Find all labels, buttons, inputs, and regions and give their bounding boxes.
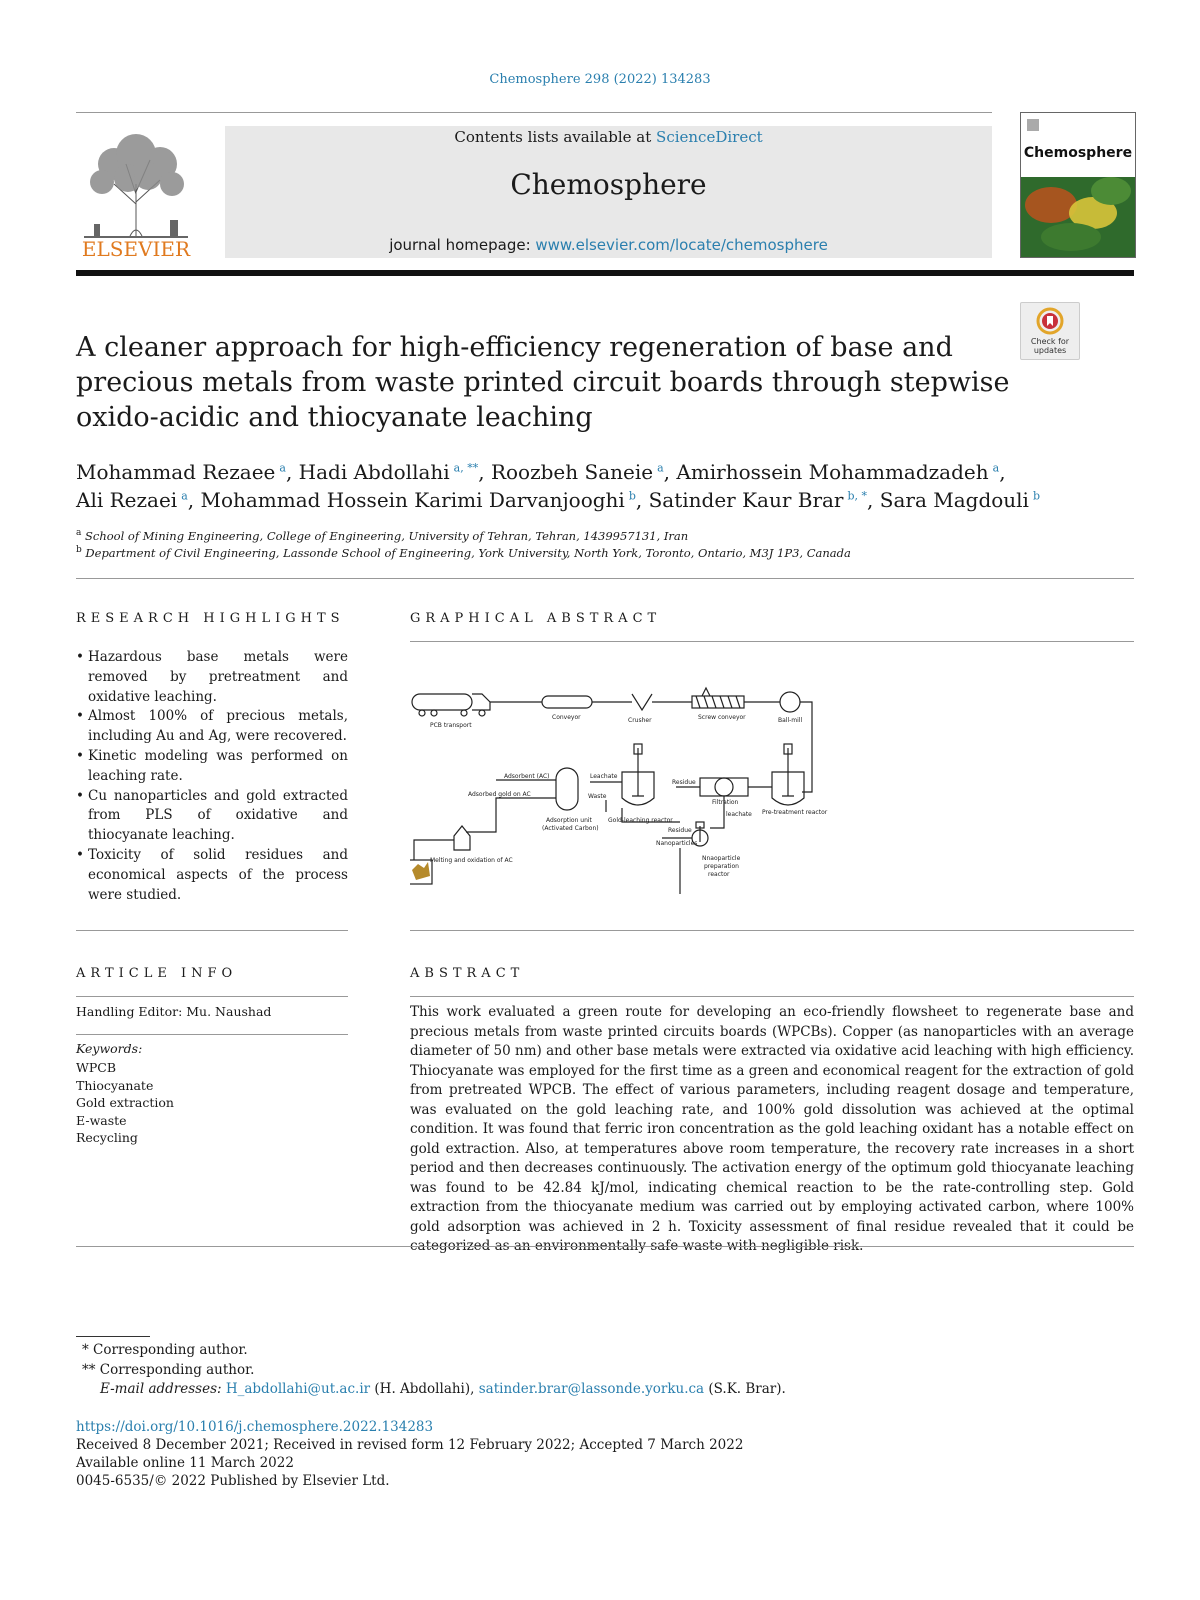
email-name-abdollahi: (H. Abdollahi), [370,1381,479,1397]
gold-nugget-icon [412,862,430,880]
author-separator: , [285,460,299,484]
journal-header-box [225,126,992,258]
affiliation-item [76,528,1076,545]
author-name: Amirhossein Mohammadzadeh [676,460,989,484]
corresponding-author-1: * Corresponding author. [82,1342,248,1358]
author-name: Satinder Kaur Brar [648,488,844,512]
label-filtration: Filtration [712,799,739,806]
graphical-abstract-heading: GRAPHICAL ABSTRACT [410,611,662,626]
author-name: Sara Magdouli [879,488,1029,512]
abstract-bottom-rule [76,1246,1134,1247]
contents-prefix: Contents lists available at [454,128,657,146]
label-crusher: Crusher [628,717,652,724]
section-divider [76,578,1134,579]
label-leachate: Leachate [590,773,618,780]
article-info-heading: ARTICLE INFO [76,966,238,981]
available-online: Available online 11 March 2022 [76,1455,294,1471]
keyword-item: WPCB [76,1060,117,1075]
label-nano-reactor-3: reactor [708,871,730,878]
pretreatment-reactor-icon [772,744,804,805]
author-name: Roozbeh Saneie [490,460,654,484]
copyright: 0045-6535/© 2022 Published by Elsevier Ltd. [76,1473,390,1489]
contents-line [225,128,992,146]
author-affiliation-sup[interactable]: b [628,489,636,503]
author-separator: , [478,460,491,484]
article-title: A cleaner approach for high-efficiency regeneration of base and precious metals from waste printed circuit boards through stepwise oxido-acidic and thiocyanate leaching [76,332,1010,433]
label-residue-2: Residue [668,827,692,834]
affiliation-sup: a [76,528,82,539]
author-affiliation-sup[interactable]: a [279,461,286,475]
label-adsorption-unit: Adsorption unit [546,817,592,824]
affiliation-sup: b [76,545,82,556]
pcb-transport-truck-icon [412,694,490,716]
abstract-rule [410,996,1134,997]
author-separator: , [867,488,880,512]
keyword-item: Thiocyanate [76,1077,154,1093]
article-info-rule-2 [76,1034,348,1035]
label-adsorbed-gold: Adsorbed gold on AC [468,791,531,798]
conveyor-icon [542,696,592,708]
ball-mill-icon [780,692,800,712]
author-name: Hadi Abdollahi [298,460,450,484]
check-updates-icon [1036,307,1064,335]
author-name: Mohammad Hossein Karimi Darvanjooghi [200,488,625,512]
journal-cover-image-icon [1021,113,1135,257]
author-name: Mohammad Rezaee [76,460,276,484]
label-activated-carbon: (Activated Carbon) [542,825,599,832]
highlight-item: • Kinetic modeling was performed on leaching rate. [76,747,348,787]
author-affiliation-sup[interactable]: a [181,489,188,503]
gold-leaching-reactor-icon [622,744,654,805]
received-dates: Received 8 December 2021; Received in revised form 12 February 2022; Accepted 7 March 2022 [76,1437,744,1453]
corresponding-author-2: ** Corresponding author. [82,1361,255,1378]
doi-link[interactable]: https://doi.org/10.1016/j.chemosphere.2022.134283 [76,1419,434,1435]
footnotes [82,1341,786,1400]
email-addresses [82,1380,786,1400]
highlight-item: • Cu nanoparticles and gold extracted from PLS of oxidative and thiocyanate leaching. [76,787,348,846]
author-name: Ali Rezaei [76,488,178,512]
email-link-brar[interactable]: satinder.brar@lassonde.yorku.ca [478,1381,705,1397]
highlight-item: • Toxicity of solid residues and economical aspects of the process were studied. [76,846,348,905]
homepage-line [225,236,992,254]
adsorption-column-icon [556,768,578,810]
keyword-item: Recycling [76,1130,138,1145]
author-separator: , [635,488,649,512]
melting-unit-icon [454,826,470,850]
cover-title: Chemosphere [1023,145,1133,161]
label-residue: Residue [672,779,696,786]
abstract-heading: ABSTRACT [410,966,525,981]
filtration-unit-icon [700,778,748,796]
keywords-label: Keywords: [76,1041,143,1056]
check-for-updates-badge[interactable] [1020,302,1080,360]
highlights-bottom-rule [76,930,348,931]
author-list [76,458,1076,514]
label-leachate-2: leachate [726,811,752,818]
author-affiliation-sup[interactable]: a, ** [453,461,479,475]
label-adsorbent: Adsorbent (AC) [504,773,550,780]
affiliation-text: School of Mining Engineering, College of Engineering, University of Tehran, Tehran, 1439957131, Iran [85,529,689,543]
journal-name: Chemosphere [510,168,707,201]
sciencedirect-link[interactable]: ScienceDirect [656,128,763,146]
affiliation-text: Department of Civil Engineering, Lassonde School of Engineering, York University, North York, Toronto, Ontario, M3J 1P3, Canada [85,546,851,560]
check-updates-label: Check for updates [1030,337,1070,355]
screw-conveyor-icon [692,688,744,708]
keywords-list [76,1059,174,1147]
handling-editor: Handling Editor: Mu. Naushad [76,1004,272,1019]
keyword-item: Gold extraction [76,1095,174,1110]
email-name-brar: (S.K. Brar). [704,1381,786,1397]
header-divider [76,112,992,113]
label-gold-leaching-reactor: Gold-leaching reactor [608,817,673,824]
keyword-item: E-waste [76,1112,127,1128]
email-link-abdollahi[interactable]: H_abdollahi@ut.ac.ir [225,1381,371,1397]
footnote-rule [76,1336,150,1337]
author-separator: , [663,460,677,484]
highlights-heading: RESEARCH HIGHLIGHTS [76,611,345,626]
label-pcb-transport: PCB transport [430,722,472,729]
graphical-abstract-rule [410,641,1134,642]
label-ball-mill: Ball-mill [778,717,803,724]
author-affiliation-sup[interactable]: a [657,461,664,475]
highlights-list [76,648,348,905]
label-pretreatment-reactor: Pre-treatment reactor [762,809,828,816]
label-nanoparticles: Nanoparticles [656,840,698,847]
label-conveyor: Conveyor [552,714,581,721]
process-flowsheet-diagram [410,680,850,910]
abstract-text: This work evaluated a green route for developing an eco-friendly flowsheet to regenerate base and precious metals from waste printed circuits boards (WPCBs). Copper (as nanoparticles with an average diameter of 50 nm) and other base metals were extracted via oxidative acid leaching with high efficiency. Thiocyanate was employed for the first time as a green and economical reagent for the extraction of gold from pretreated WPCB. The effect of various parameters, including reagent dosage and temperature, was evaluated on the gold leaching rate, and 100% gold dissolution was achieved at the optimal condition. It was found that ferric iron concentration as the gold leaching oxidant has a notable effect on gold extraction. Also, at temperatures above room temperature, the recovery rate increases in a short period and then decreases continuously. The activation energy of the optimum gold thiocyanate leaching was found to be 42.84 kJ/mol, indicating chemical reaction to be the rate-controlling step. Gold extraction from the thiocyanate medium was carried out by employing activated carbon, where 100% gold adsorption was achieved in 2 h. Toxicity assessment of final residue revealed that it could be categorized as an environmentally safe waste with negligible risk. [410,1004,1134,1254]
author-separator: , [999,460,1006,484]
elsevier-tree-logo-icon [74,124,198,262]
author-affiliation-sup[interactable]: b [1032,489,1041,503]
crusher-icon [632,694,652,710]
author-affiliation-sup[interactable]: b, * [847,489,868,503]
header-thick-rule [76,270,1134,276]
label-nano-reactor-2: preparation [704,863,739,870]
journal-citation[interactable]: Chemosphere 298 (2022) 134283 [489,72,711,87]
label-nano-reactor-1: Nnaoparticle [702,855,741,862]
highlight-item: • Almost 100% of precious metals, including Au and Ag, were recovered. [76,707,348,747]
affiliation-item [76,545,1076,562]
author-separator: , [187,488,201,512]
homepage-prefix: journal homepage: [389,236,536,254]
author-affiliation-sup[interactable]: a [992,461,1000,475]
journal-homepage-link[interactable]: www.elsevier.com/locate/chemosphere [535,236,828,254]
publisher-logo-text: ELSEVIER [81,237,191,261]
affiliations [76,528,1076,562]
flow-arrow [800,702,812,792]
label-screw-conveyor: Screw conveyor [698,714,746,721]
label-waste: Waste [588,793,607,800]
article-info-rule [76,996,348,997]
email-label: E-mail addresses: [100,1381,226,1397]
publication-info [76,1418,743,1490]
label-melting: Melting and oxidation of AC [430,857,513,864]
journal-cover[interactable] [1020,112,1136,258]
graphical-abstract-bottom-rule [410,930,1134,931]
highlight-item: • Hazardous base metals were removed by pretreatment and oxidative leaching. [76,648,348,707]
